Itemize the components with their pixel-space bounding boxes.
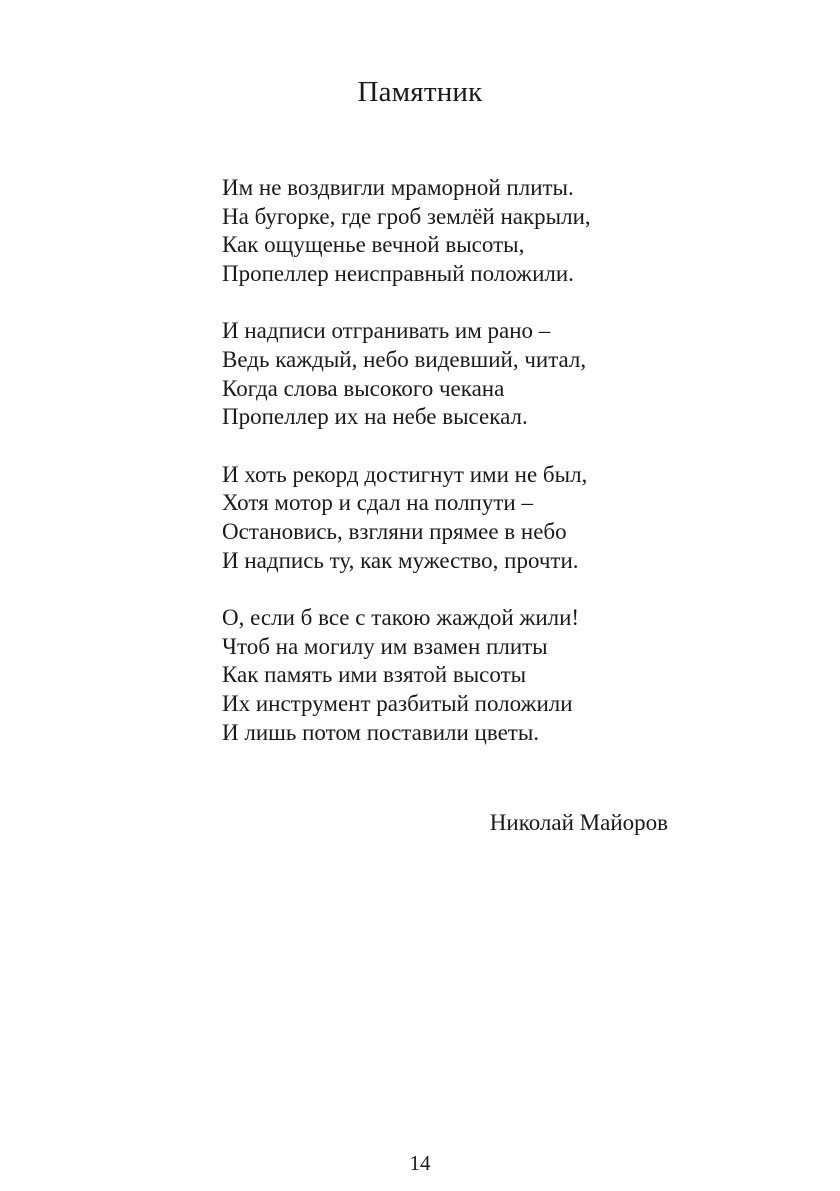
poem-line: И хоть рекорд достигнут ими не был, <box>222 461 588 487</box>
poem-line: Пропеллер их на небе высекал. <box>222 404 528 430</box>
poem-line: Как ощущенье вечной высоты, <box>222 232 525 258</box>
poem-line: Им не воздвигли мраморной плиты. <box>222 175 574 200</box>
poem-line: Пропеллер неисправный положили. <box>222 260 574 286</box>
stanza-4 <box>222 604 742 747</box>
poem-title: Памятник <box>357 76 483 108</box>
poem-author: Николай Майоров <box>489 810 668 835</box>
stanza-3 <box>222 461 742 575</box>
poem-line: Их инструмент разбитый положили <box>222 690 573 716</box>
poem-line: Остановись, взгляни прямее в небо <box>222 518 567 544</box>
poem-line: Хотя мотор и сдал на полпути – <box>222 490 533 516</box>
poem-body <box>222 174 742 776</box>
stanza-2 <box>222 317 742 431</box>
poem-line: О, если б все с такою жаждой жили! <box>222 605 580 631</box>
stanza-1 <box>222 174 742 288</box>
poem-line: И лишь потом поставили цветы. <box>222 719 540 745</box>
poem-line: Как память ими взятой высоты <box>222 662 527 688</box>
poem-line: Когда слова высокого чекана <box>222 375 505 401</box>
poem-line: Чтоб на могилу им взамен плиты <box>222 633 548 659</box>
poem-line: Ведь каждый, небо видевший, читал, <box>222 346 587 372</box>
page-number: 14 <box>409 1151 431 1175</box>
poem-line: И надпись ту, как мужество, прочти. <box>222 547 579 573</box>
poem-line: И надписи отгранивать им рано – <box>222 318 551 344</box>
poem-line: На бугорке, где гроб землёй накрыли, <box>222 203 591 229</box>
